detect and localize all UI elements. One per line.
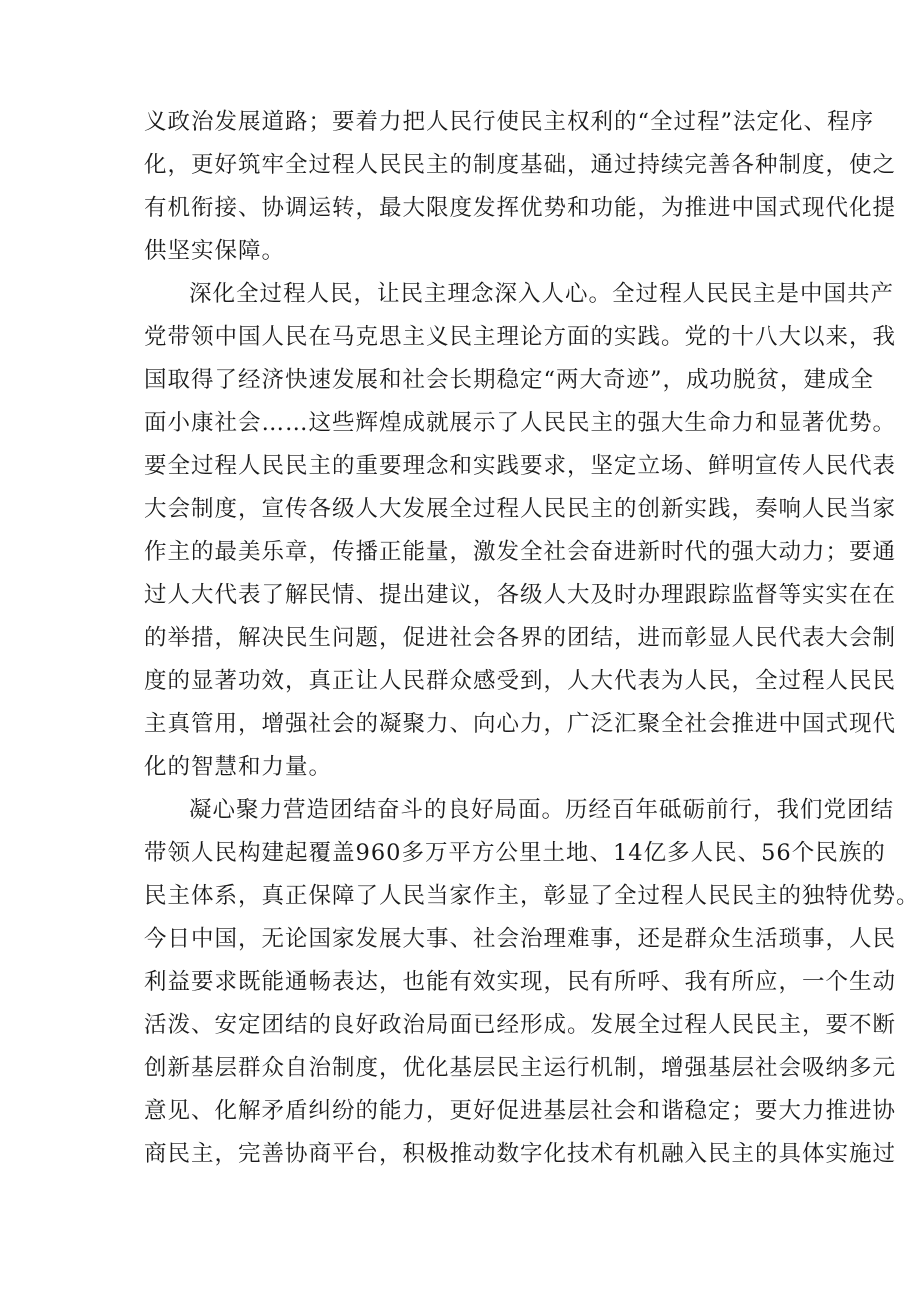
text-line: 商民主，完善协商平台，积极推动数字化技术有机融入民主的具体实施过 [144, 1141, 897, 1167]
text-line: 党带领中国人民在马克思主义民主理论方面的实践。党的十八大以来，我 [144, 324, 897, 350]
text-line: 作主的最美乐章，传播正能量，激发全社会奋进新时代的强大动力；要通 [144, 539, 897, 565]
text-line: 要全过程人民民主的重要理念和实践要求，坚定立场、鲜明宣传人民代表 [144, 453, 897, 479]
text-line: 国取得了经济快速发展和社会长期稳定“两大奇迹”，成功脱贫，建成全 [144, 367, 875, 393]
text-line: 面小康社会……这些辉煌成就展示了人民民主的强大生命力和显著优势。 [144, 410, 897, 436]
text-line: 过人大代表了解民情、提出建议，各级人大及时办理跟踪监督等实实在在 [144, 582, 897, 608]
text-line: 度的显著功效，真正让人民群众感受到，人大代表为人民，全过程人民民 [144, 668, 897, 694]
text-line: 活泼、安定团结的良好政治局面已经形成。发展全过程人民民主，要不断 [144, 1012, 897, 1038]
text-line: 利益要求既能通畅表达，也能有效实现，民有所呼、我有所应，一个生动 [144, 969, 897, 995]
paragraph [144, 273, 897, 789]
text-line: 主真管用，增强社会的凝聚力、向心力，广泛汇聚全社会推进中国式现代 [144, 711, 897, 737]
text-line: 创新基层群众自治制度，优化基层民主运行机制，增强基层社会吸纳多元 [144, 1055, 897, 1081]
text-line: 意见、化解矛盾纠纷的能力，更好促进基层社会和谐稳定；要大力推进协 [144, 1098, 897, 1124]
text-line: 义政治发展道路；要着力把人民行使民主权利的“全过程”法定化、程序 [144, 109, 875, 135]
text-line: 民主体系，真正保障了人民当家作主，彰显了全过程人民民主的独特优势。 [144, 883, 920, 909]
text-line: 凝心聚力营造团结奋斗的良好局面。历经百年砥砺前行，我们党团结 [189, 797, 895, 823]
text-line: 今日中国，无论国家发展大事、社会治理难事，还是群众生活琐事，人民 [144, 926, 897, 952]
text-line: 供坚实保障。 [144, 238, 286, 264]
paragraph [144, 789, 920, 1176]
text-line: 的举措，解决民生问题，促进社会各界的团结，进而彰显人民代表大会制 [144, 625, 897, 651]
document-body [144, 101, 920, 1176]
text-line: 化的智慧和力量。 [144, 754, 333, 780]
text-line: 化，更好筑牢全过程人民民主的制度基础，通过持续完善各种制度，使之 [144, 152, 897, 178]
text-line: 大会制度，宣传各级人大发展全过程人民民主的创新实践，奏响人民当家 [144, 496, 897, 522]
paragraph [144, 101, 897, 273]
text-line: 有机衔接、协调运转，最大限度发挥优势和功能，为推进中国式现代化提 [144, 195, 897, 221]
text-line: 带领人民构建起覆盖960多万平方公里土地、14亿多人民、56个民族的 [144, 840, 886, 866]
text-line: 深化全过程人民，让民主理念深入人心。全过程人民民主是中国共产 [189, 281, 895, 307]
